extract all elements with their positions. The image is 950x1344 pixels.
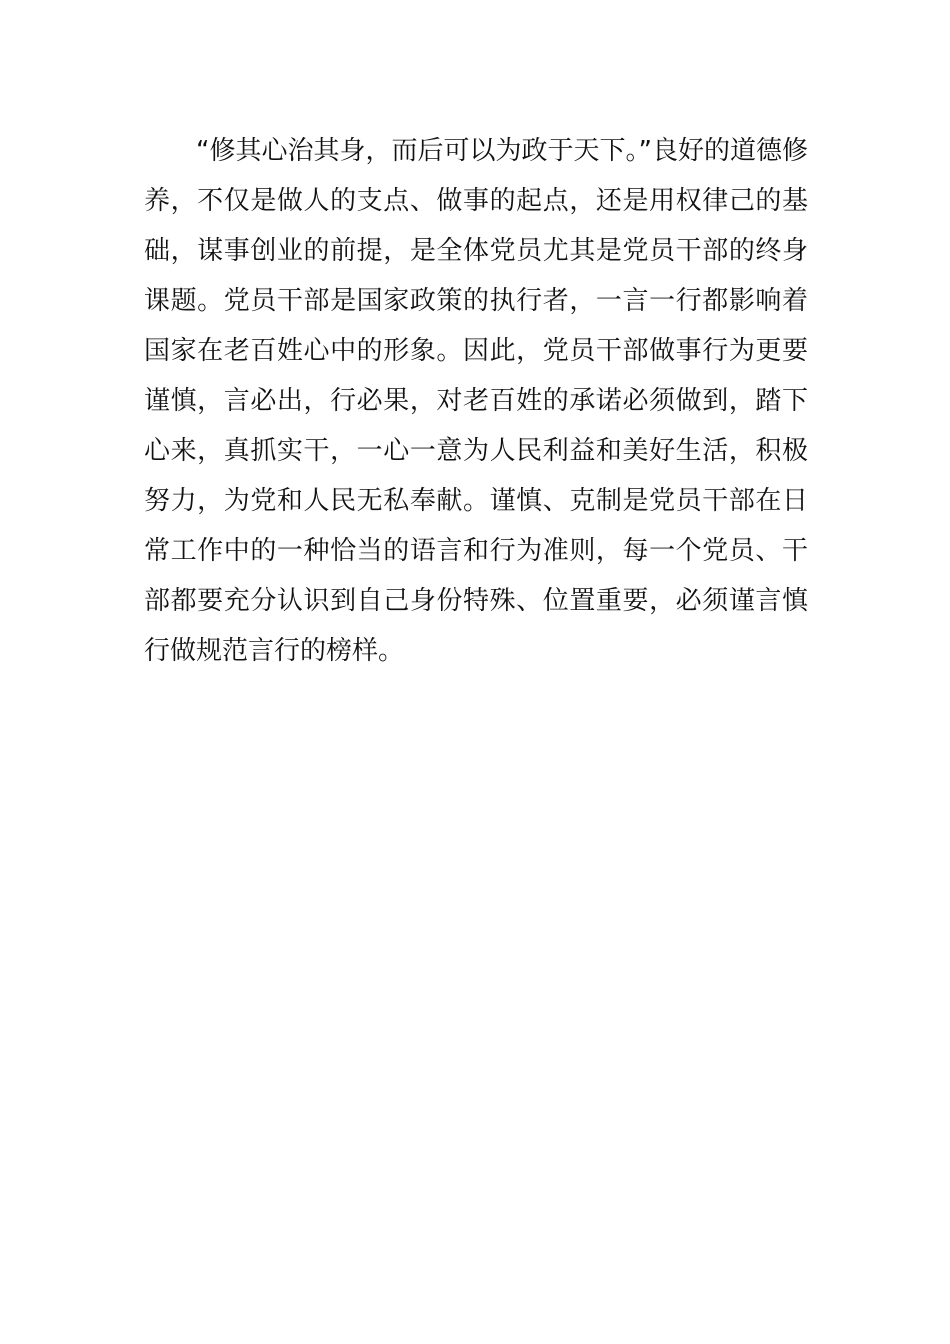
paragraph-line-2: 养，不仅是做人的支点、做事的起点，还是用权律己的基 — [144, 186, 808, 216]
paragraph-line-4: 课题。党员干部是国家政策的执行者，一言一行都影响着 — [144, 286, 808, 316]
paragraph — [144, 126, 808, 676]
paragraph-line-6: 谨慎，言必出，行必果，对老百姓的承诺必须做到，踏下 — [144, 386, 808, 416]
paragraph-line-10: 部都要充分认识到自己身份特殊、位置重要，必须谨言慎 — [144, 586, 808, 616]
paragraph-line-3: 础，谋事创业的前提，是全体党员尤其是党员干部的终身 — [144, 236, 808, 266]
paragraph-line-8: 努力，为党和人民无私奉献。谨慎、克制是党员干部在日 — [144, 486, 808, 516]
paragraph-line-5: 国家在老百姓心中的形象。因此，党员干部做事行为更要 — [144, 336, 808, 366]
paragraph-line-7: 心来，真抓实干，一心一意为人民利益和美好生活，积极 — [144, 436, 808, 466]
paragraph-line-11: 行做规范言行的榜样。 — [144, 636, 405, 666]
paragraph-line-9: 常工作中的一种恰当的语言和行为准则，每一个党员、干 — [144, 536, 808, 566]
paragraph-line-1: “修其心治其身，而后可以为政于天下。”良好的道德修 — [196, 136, 808, 166]
